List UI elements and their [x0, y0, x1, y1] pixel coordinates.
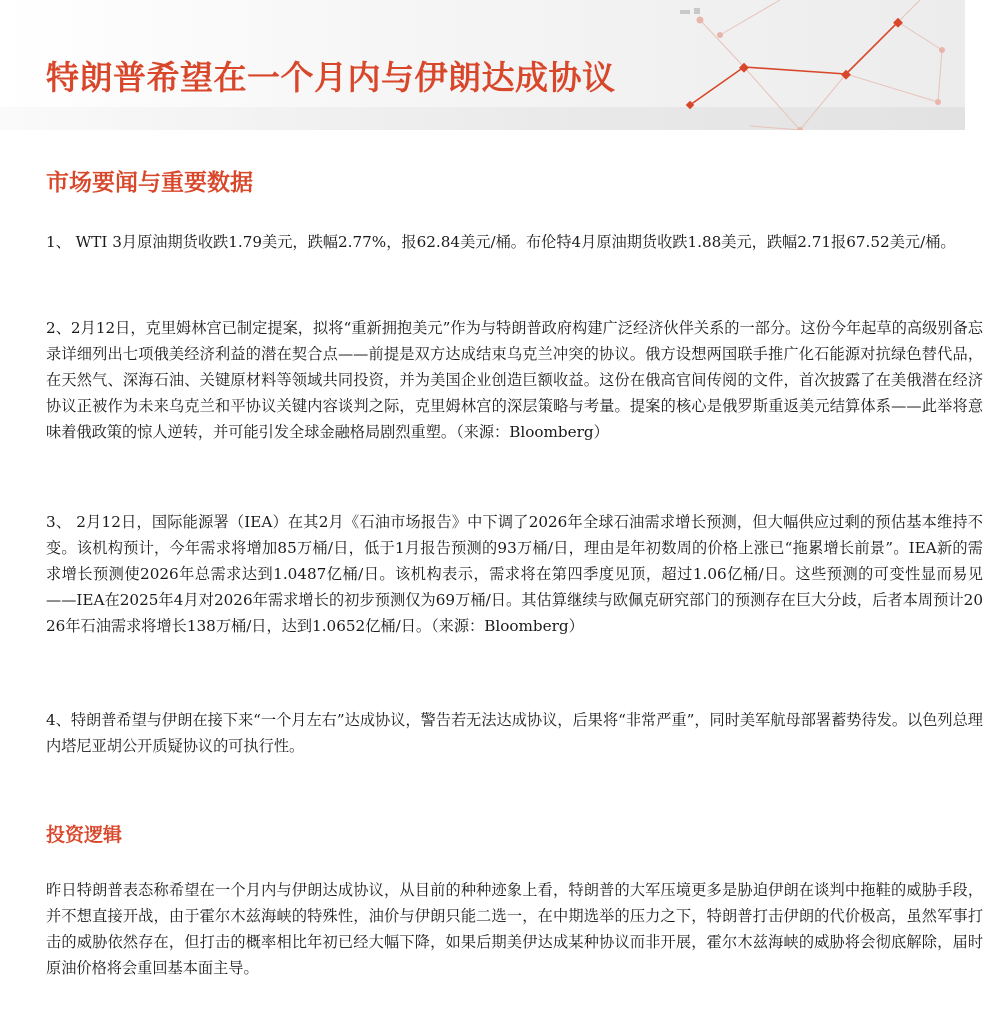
page-title: 特朗普希望在一个月内与伊朗达成协议 — [46, 58, 616, 97]
news-item-3: 3、 2月12日，国际能源署（IEA）在其2月《石油市场报告》中下调了2026年全球石油需求增长预测，但大幅供应过剩的预估基本维持不变。该机构预计，今年需求将增加85万桶/日，低于1月报告预测的93万桶/日，理由是年初数周的价格上涨已“拖累增长前景”。IEA新的需求增长预测使2026年总需求达到1.0487亿桶/日。该机构表示，需求将在第四季度见顶，超过1.06亿桶/日。这些预测的可变性显而易见——IEA在2025年4月对2026年需求增长的初步预测仅为69万桶/日。其估算继续与欧佩克研究部门的预测存在巨大分歧，后者本周预计2026年石油需求将增长138万桶/日，达到1.0652亿桶/日。（来源：Bloomberg） — [46, 513, 983, 635]
news-item-1: 1、 WTI 3月原油期货收跌1.79美元，跌幅2.77%，报62.84美元/桶。布伦特4月原油期货收跌1.88美元，跌幅2.71报67.52美元/桶。 — [46, 233, 956, 251]
network-decoration-icon — [680, 0, 965, 130]
investment-logic-body: 昨日特朗普表态称希望在一个月内与伊朗达成协议，从目前的种种迹象上看，特朗普的大军压境更多是胁迫伊朗在谈判中拖鞋的威胁手段，并不想直接开战，由于霍尔木兹海峡的特殊性，油价与伊朗只能二选一，在中期选举的压力之下，特朗普打击伊朗的代价极高，虽然军事打击的威胁依然存在，但打击的概率相比年初已经大幅下降，如果后期美伊达成某种协议而非开展，霍尔木兹海峡的威胁将会彻底解除，届时原油价格将会重回基本面主导。 — [46, 881, 983, 977]
investment-logic-heading: 投资逻辑 — [46, 824, 123, 846]
header-banner — [0, 0, 965, 130]
news-item-2: 2、2月12日，克里姆林宫已制定提案，拟将“重新拥抱美元”作为与特朗普政府构建广泛经济伙伴关系的一部分。这份今年起草的高级别备忘录详细列出七项俄美经济利益的潜在契合点——前提是双方达成结束乌克兰冲突的协议。俄方设想两国联手推广化石能源对抗绿色替代品，在天然气、深海石油、关键原材料等领域共同投资，并为美国企业创造巨额收益。这份在俄高官间传阅的文件，首次披露了在美俄潜在经济协议正被作为未来乌克兰和平协议关键内容谈判之际，克里姆林宫的深层策略与考量。提案的核心是俄罗斯重返美元结算体系——此举将意味着俄政策的惊人逆转，并可能引发全球金融格局剧烈重塑。（来源：Bloomberg） — [46, 319, 983, 441]
market-news-heading: 市场要闻与重要数据 — [46, 170, 253, 196]
news-item-4: 4、特朗普希望与伊朗在接下来“一个月左右”达成协议，警告若无法达成协议，后果将“非常严重”，同时美军航母部署蓄势待发。以色列总理内塔尼亚胡公开质疑协议的可执行性。 — [46, 711, 983, 755]
